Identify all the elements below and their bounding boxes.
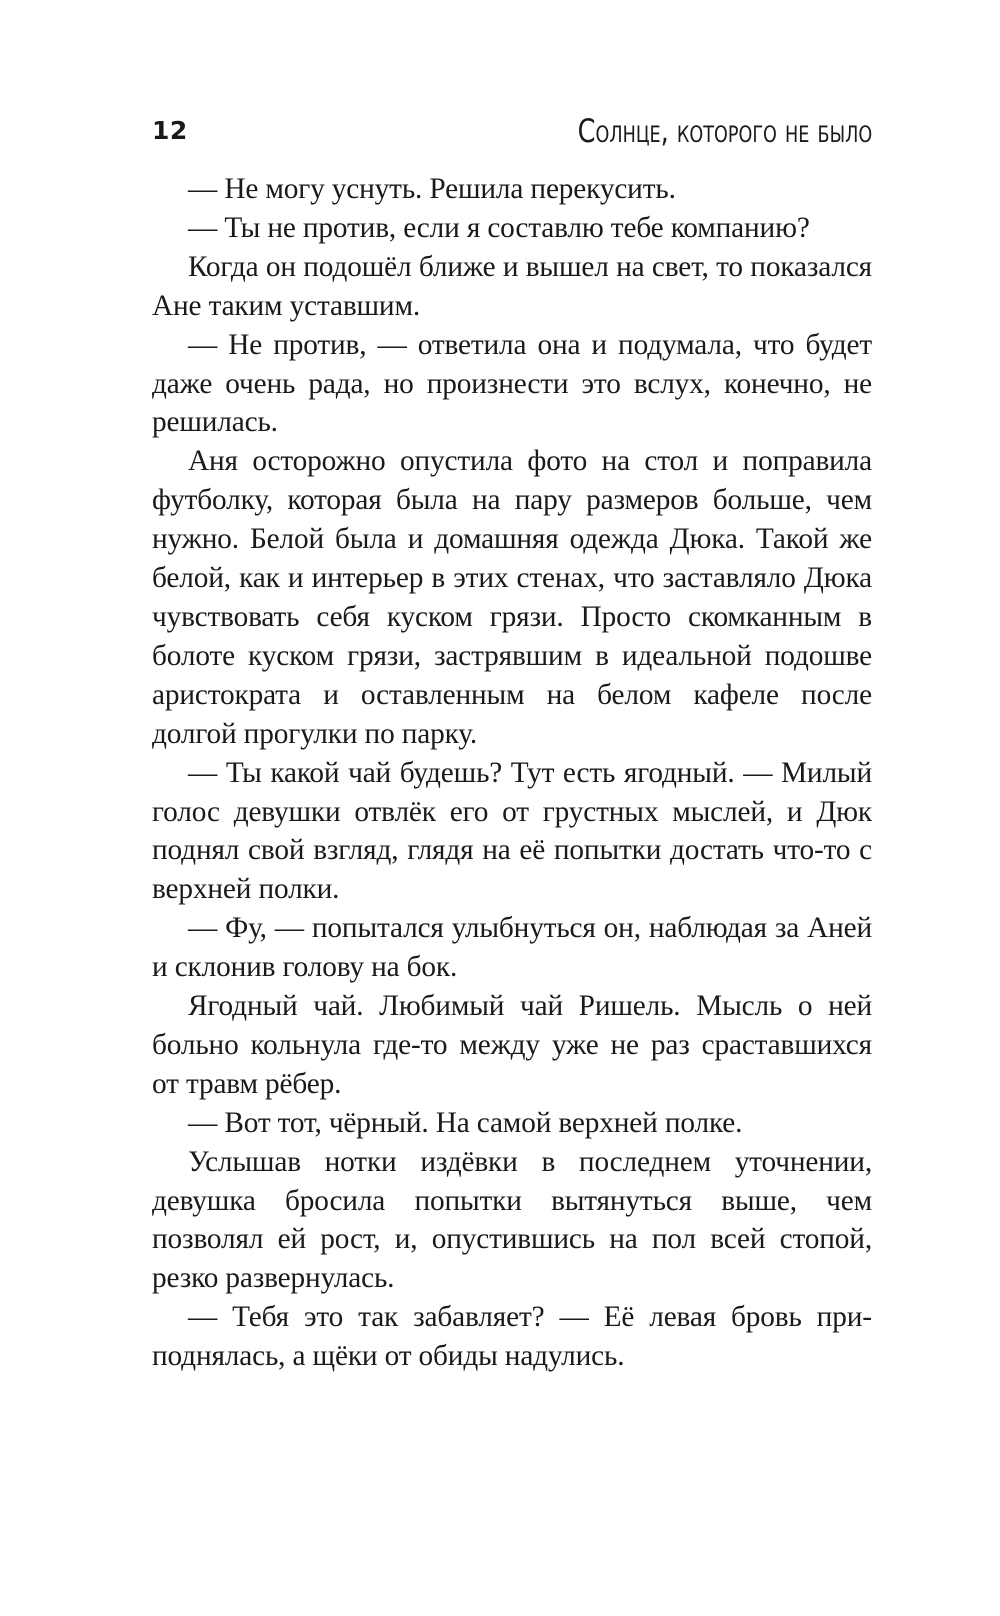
paragraph: — Фу, — попытался улыбнуться он, наблюдая за Аней и склонив голову на бок.	[152, 912, 872, 984]
paragraph: Услышав нотки издёвки в последнем уточнении, девушка бросила попытки вытянуться выше, чем позволял ей рост, и, опустившись на пол всей стопой, резко развернулась.	[152, 1145, 872, 1295]
page-header	[152, 112, 872, 156]
paragraph: Аня осторожно опустила фото на стол и поправила футболку, которая была на пару размеров больше, чем нужно. Белой была и домашняя одежда Дюка. Такой же белой, как и интерьер в этих стенах, что заставляло Дюка чувствовать себя куском грязи. Просто скомканным в болоте куском грязи, застрявшим в идеальной подошве аристократа и оставленным на белом кафеле после долгой прогулки по парку.	[152, 445, 872, 750]
paragraph: Когда он подошёл ближе и вышел на свет, то показался Ане таким уставшим.	[152, 250, 872, 322]
paragraph: — Тебя это так забавляет? — Её левая бровь приподнялась, а щёки от обиды надулись.	[152, 1301, 872, 1373]
body-text	[152, 170, 872, 1376]
paragraph: — Ты не против, если я составлю тебе компанию?	[188, 211, 810, 244]
paragraph: — Не против, — ответила она и подумала, что будет даже очень рада, но произнести это вслух, конечно, не решилась.	[152, 328, 872, 439]
paragraph: — Ты какой чай будешь? Тут есть ягодный. — Милый голос девушки отвлёк его от грустных мыслей, и Дюк поднял свой взгляд, глядя на её попытки достать что-то с верхней полки.	[152, 756, 872, 906]
paragraph: — Вот тот, чёрный. На самой верхней полке.	[188, 1106, 743, 1139]
paragraph: Ягодный чай. Любимый чай Ришель. Мысль о ней больно кольнула где-то между уже не раз сраставшихся от травм рёбер.	[152, 990, 872, 1100]
paragraph: — Не могу уснуть. Решила перекусить.	[188, 173, 676, 205]
page-number: 12	[152, 116, 188, 145]
running-title: Солнце, которого не было	[577, 112, 872, 150]
